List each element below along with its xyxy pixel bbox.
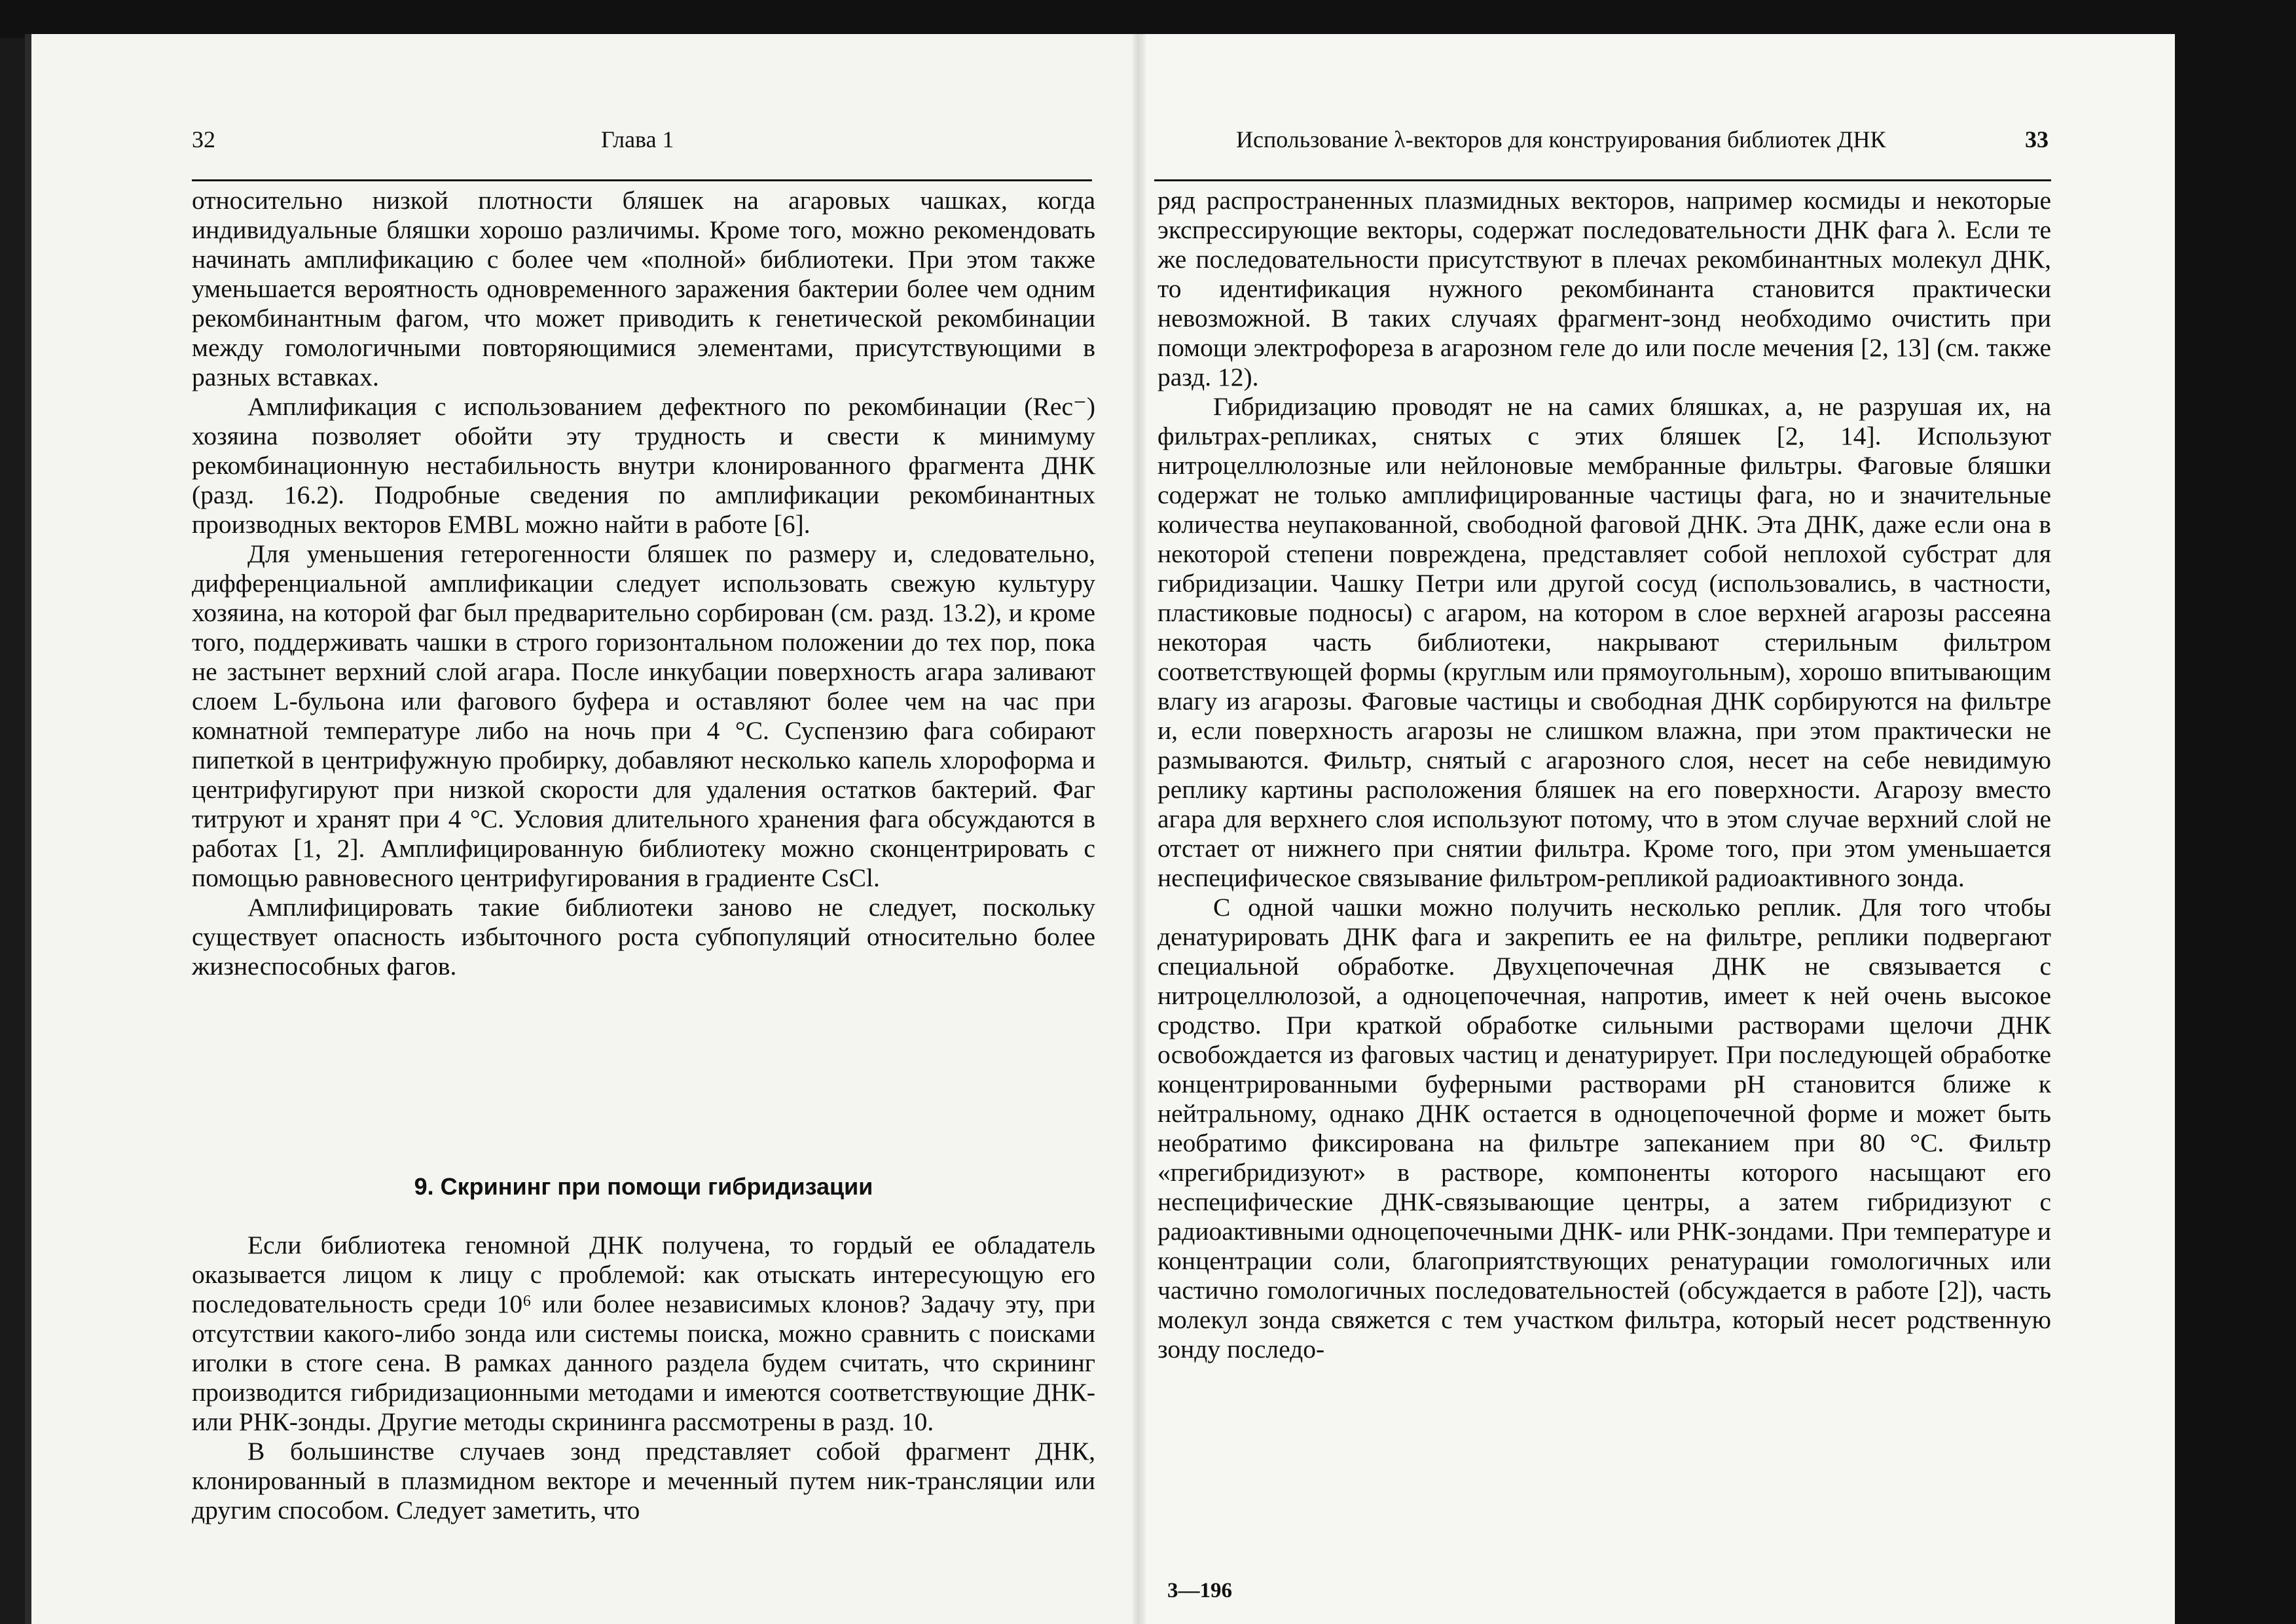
page-number-left: 32: [192, 126, 215, 153]
paragraph: Если библиотека геномной ДНК получена, то гордый ее обладатель оказывается лицом к лицу с проблемой: как отыскать интересующую его последовательность среди 10⁶ или более независимых клонов? Задачу эту, при отсутствии какого-либо зонда или системы поиска, можно сравнить с поисками иголки в стоге сена. В рамках данного раздела будем считать, что скрининг производится гибридизационными методами и имеются соответствующие ДНК- или РНК-зонды. Другие методы скрининга рассмотрены в разд. 10.: [192, 1231, 1095, 1436]
left-text-top: [192, 186, 1095, 981]
header-rule-right: [1154, 179, 2051, 181]
left-page: [25, 34, 1138, 1624]
paragraph: ряд распространенных плазмидных векторов, например космиды и некоторые экспрессирующие векторы, содержат последовательности ДНК фага λ. Если те же последовательности присутствуют в плечах рекомбинантных молекул ДНК, то идентификация нужного рекомбинанта становится практически невозможной. В таких случаях фрагмент-зонд необходимо очистить при помощи электрофореза в агарозном геле до или после мечения [2, 13] (см. также разд. 12).: [1157, 186, 2051, 391]
left-scan-edge: [25, 34, 31, 1624]
paragraph: Амплифицировать такие библиотеки заново не следует, поскольку существует опасность избыточного роста субпопуляций относительно более жизнеспособных фагов.: [192, 893, 1095, 981]
scan-top-border: [0, 0, 2296, 38]
paragraph: В большинстве случаев зонд представляет собой фрагмент ДНК, клонированный в плазмидном векторе и меченный путем ник-трансляции или другим способом. Следует заметить, что: [192, 1437, 1095, 1525]
section-heading: 9. Скрининг при помощи гибридизации: [414, 1173, 873, 1200]
book-spine: [1131, 34, 1146, 1624]
paragraph: Гибридизацию проводят не на самих бляшках, а, не разрушая их, на фильтрах-репликах, снятых с этих бляшек [2, 14]. Используют нитроцеллюлозные или нейлоновые мембранные фильтры. Фаговые бляшки содержат не только амплифицированные частицы фага, но и значительные количества неупакованной, свободной фаговой ДНК. Эта ДНК, даже если она в некоторой степени повреждена, представляет собой неплохой субстрат для гибридизации. Чашку Петри или другой сосуд (использовались, в частности, пластиковые подносы) с агаром, на котором в слое верхней агарозы рассеяна некоторая часть библиотеки, накрывают стерильным фильтром соответствующей формы (круглым или прямоугольным), хорошо впитывающим влагу из агарозы. Фаговые частицы и свободная ДНК сорбируются на фильтре и, если поверхность агарозы не слишком влажна, при этом практически не размываются. Фильтр, снятый с агарозного слоя, несет на себе невидимую реплику картины расположения бляшек на его поверхности. Агарозу вместо агара для верхнего слоя используют потому, что в этом случае верхний слой не отстает от нижнего при снятии фильтра. Кроме того, при этом уменьшается неспецифическое связывание фильтром-репликой радиоактивного зонда.: [1157, 392, 2051, 892]
right-page: [1138, 34, 2175, 1624]
header-rule-left: [192, 179, 1092, 181]
left-text-bottom: [192, 1231, 1095, 1525]
paragraph: Амплификация с использованием дефектного по рекомбинации (Rec⁻) хозяина позволяет обойти эту трудность и свести к минимуму рекомбинационную нестабильность внутри клонированного фрагмента ДНК (разд. 16.2). Подробные сведения по амплификации рекомбинантных производных векторов EMBL можно найти в работе [6].: [192, 392, 1095, 539]
printer-signature: 3—196: [1167, 1579, 1232, 1602]
right-scan-margin: [2175, 34, 2296, 1624]
page-number-right: 33: [2025, 126, 2049, 153]
paragraph: Для уменьшения гетерогенности бляшек по размеру и, следовательно, дифференциальной амплификации следует использовать свежую культуру хозяина, на которой фаг был предварительно сорбирован (см. разд. 13.2), и кроме того, поддерживать чашки в строго горизонтальном положении до тех пор, пока не застынет верхний слой агара. После инкубации поверхность агара заливают слоем L-бульона или фагового буфера и оставляют более чем на час при комнатной температуре либо на ночь при 4 °С. Суспензию фага собирают пипеткой в центрифужную пробирку, добавляют несколько капель хлороформа и центрифугируют при низкой скорости для удаления остатков бактерий. Фаг титруют и хранят при 4 °С. Условия длительного хранения фага обсуждаются в работах [1, 2]. Амплифицированную библиотеку можно сконцентрировать с помощью равновесного центрифугирования в градиенте CsCl.: [192, 539, 1095, 892]
paragraph: относительно низкой плотности бляшек на агаровых чашках, когда индивидуальные бляшки хорошо различимы. Кроме того, можно рекомендовать начинать амплификацию с более чем «полной» библиотеки. При этом также уменьшается вероятность одновременного заражения бактерии более чем одним рекомбинантным фагом, что может приводить к генетической рекомбинации между гомологичными повторяющимися элементами, присутствующими в разных вставках.: [192, 186, 1095, 391]
paragraph: С одной чашки можно получить несколько реплик. Для того чтобы денатурировать ДНК фага и закрепить ее на фильтре, реплики подвергают специальной обработке. Двухцепочечная ДНК не связывается с нитроцеллюлозой, а одноцепочечная, напротив, имеет к ней очень высокое сродство. При краткой обработке сильными растворами щелочи ДНК освобождается из фаговых частиц и денатурирует. При последующей обработке концентрированными буферными растворами pH становится ближе к нейтральному, однако ДНК остается в одноцепочечной форме и может быть необратимо фиксирована на фильтре запеканием при 80 °С. Фильтр «прегибридизуют» в растворе, компоненты которого насыщают его неспецифические ДНК-связывающие центры, а затем гибридизуют с радиоактивными одноцепочечными ДНК- или РНК-зондами. При температуре и концентрации соли, благоприятствующих ренатурации гомологичных или частично гомологичных последовательностей (обсуждается в работе [2]), часть молекул зонда свяжется с тем участком фильтра, который несет родственную зонду последо-: [1157, 893, 2051, 1363]
right-text: [1157, 186, 2051, 1364]
running-head-left: Глава 1: [601, 126, 674, 153]
running-head-right: Использование λ-векторов для конструирования библиотек ДНК: [1236, 126, 1886, 153]
